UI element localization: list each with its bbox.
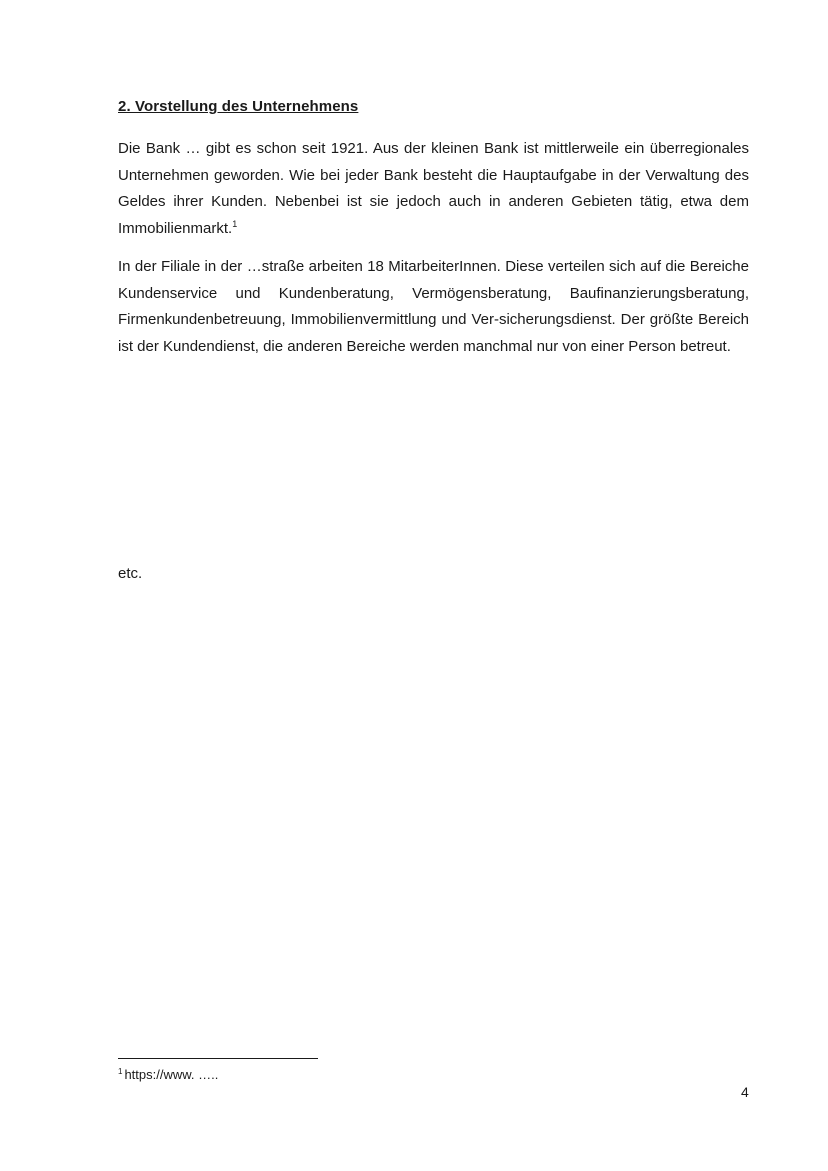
paragraph-company-history — [118, 136, 749, 242]
footnote-marker: 1 — [118, 1066, 123, 1076]
footnote-reference[interactable]: 1 — [232, 218, 238, 229]
closing-text: etc. — [118, 565, 143, 582]
footnote-text[interactable]: https://www. ….. — [124, 1067, 219, 1082]
paragraph-text: Die Bank … gibt es schon seit 1921. Aus der kleinen Bank ist mittlerweile ein überregionales Unternehmen geworden. Wie bei jeder Bank besteht die Hauptaufgabe in der Verwaltung des Geldes ihrer Kunden. Nebenbei ist sie jedoch auch in anderen Gebieten tätig, etwa dem Immobilienmarkt. — [118, 140, 749, 237]
paragraph-branch-staff — [118, 254, 749, 360]
page-number: 4 — [741, 1084, 749, 1100]
section-heading: 2. Vorstellung des Unternehmens — [118, 98, 359, 115]
footnote-separator — [118, 1058, 318, 1059]
footnote — [118, 1067, 218, 1082]
paragraph-text: In der Filiale in der …straße arbeiten 18 MitarbeiterInnen. Diese verteilen sich auf die Bereiche Kundenservice und Kundenberatung, Vermögensberatung, Baufinanzierungsberatung, Firmenkundenbetreuung, Immobilienvermittlung und Ver-sicherungsdienst. Der größte Bereich ist der Kundendienst, die anderen Bereiche werden manchmal nur von einer Person betreut. — [118, 258, 749, 355]
